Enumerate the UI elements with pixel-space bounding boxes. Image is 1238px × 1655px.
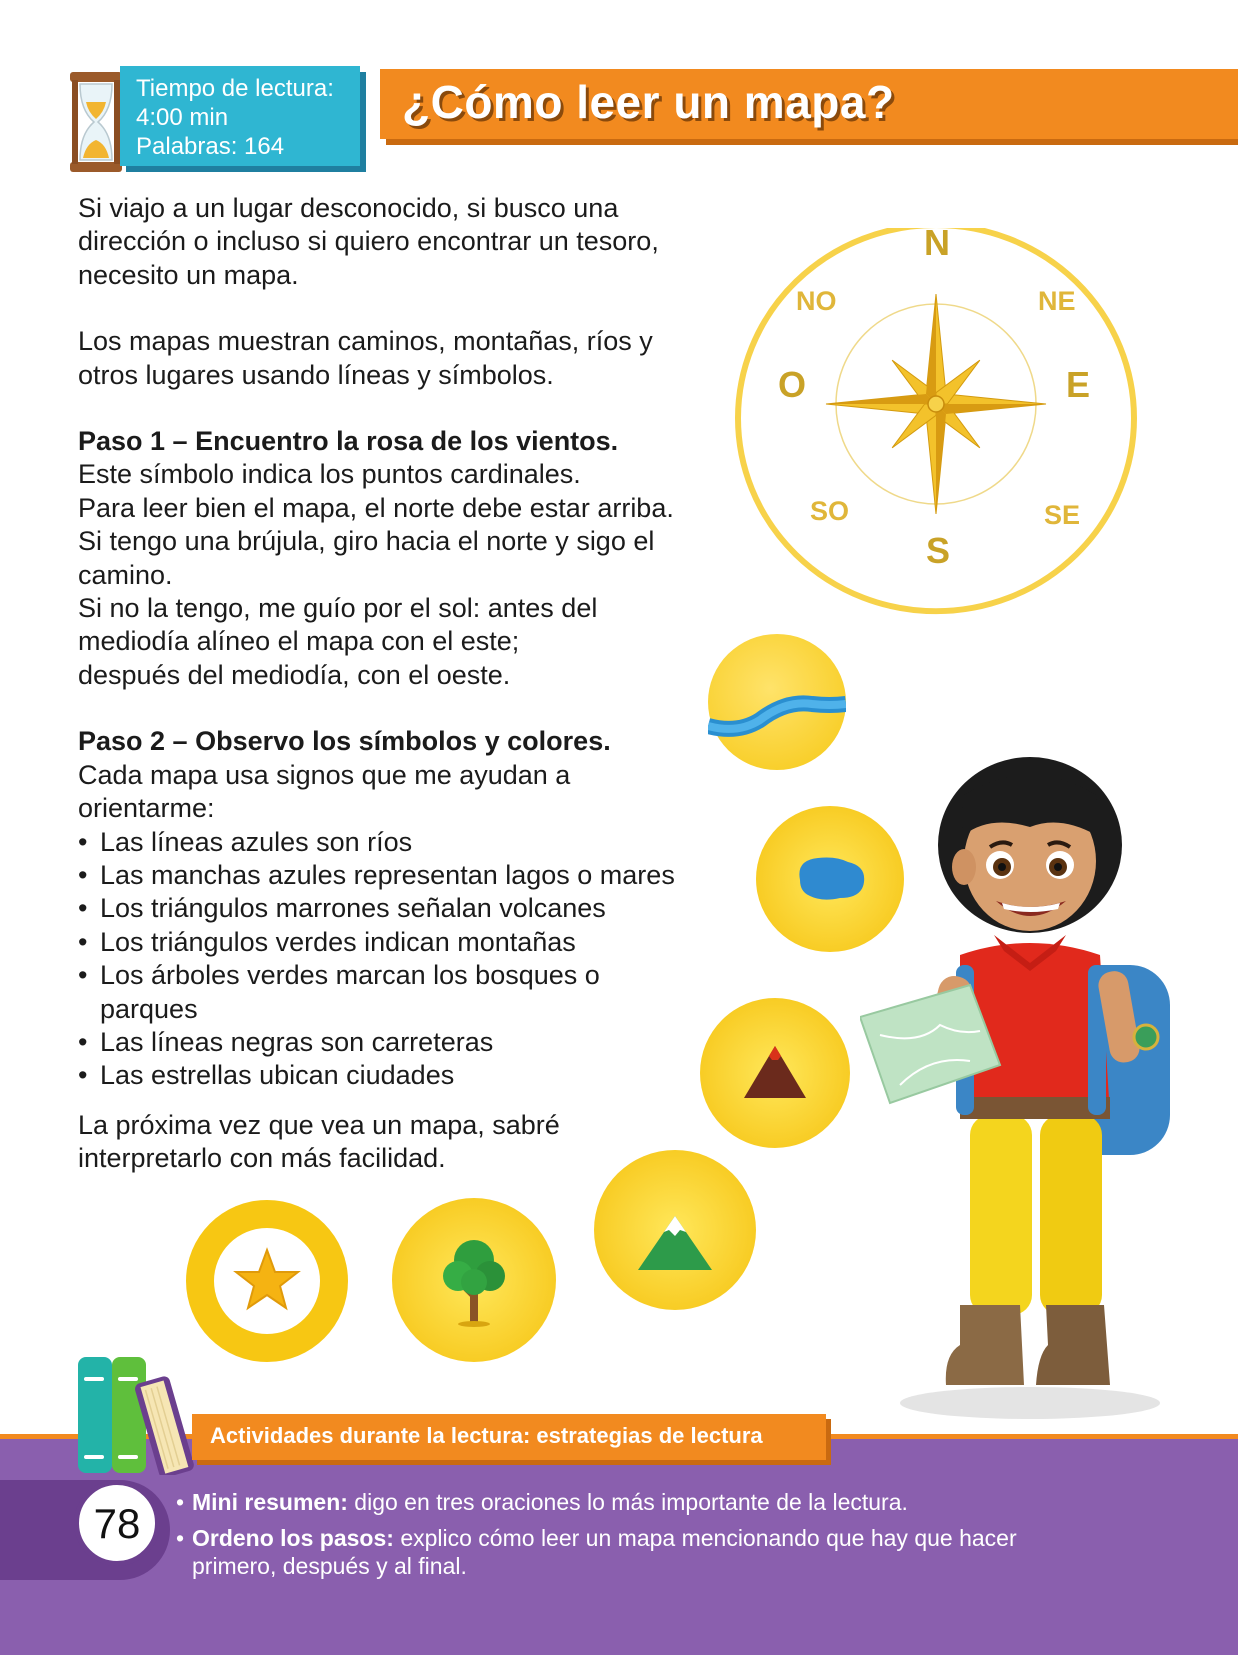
activity-text: explico cómo leer un mapa mencionando que hay que hacer primero, después y al final. bbox=[192, 1525, 1017, 1579]
step1-line: Si no la tengo, me guío por el sol: antes del mediodía alíneo el mapa con el este; bbox=[78, 593, 598, 657]
title-bar bbox=[380, 69, 1238, 139]
list-item: • Los árboles verdes marcan los bosques o parques bbox=[78, 959, 670, 1026]
word-count: Palabras: 164 bbox=[136, 133, 285, 160]
list-item: • Las líneas negras son carreteras bbox=[78, 1026, 758, 1059]
page-title: ¿Cómo leer un mapa? bbox=[402, 76, 895, 128]
list-item: • Los triángulos marrones señalan volcanes bbox=[78, 892, 758, 925]
step1-line: Si tengo una brújula, giro hacia el norte y sigo el camino. bbox=[78, 526, 655, 590]
list-item: • Las manchas azules representan lagos o mares bbox=[78, 859, 758, 892]
maps-paragraph: Los mapas muestran caminos, montañas, ríos y otros lugares usando líneas y símbolos. bbox=[78, 326, 653, 390]
step1-line: Este símbolo indica los puntos cardinales. bbox=[78, 459, 581, 490]
list-item: • Las estrellas ubican ciudades bbox=[78, 1059, 758, 1092]
volcano-symbol-icon bbox=[700, 998, 850, 1148]
books-icon bbox=[78, 1355, 198, 1475]
activity-text: digo en tres oraciones lo más importante de la lectura. bbox=[347, 1489, 908, 1515]
river-symbol-icon bbox=[708, 634, 846, 770]
hourglass-icon bbox=[68, 72, 124, 172]
symbols-list bbox=[78, 826, 758, 1093]
list-item: • Las líneas azules son ríos bbox=[78, 826, 758, 859]
compass-label-south: S bbox=[926, 530, 951, 571]
compass-rose-icon bbox=[732, 222, 1140, 618]
step2-intro: Cada mapa usa signos que me ayudan a orientarme: bbox=[78, 759, 571, 824]
activities-title-bar bbox=[192, 1414, 826, 1460]
step1-line: después del mediodía, con el oeste. bbox=[78, 659, 511, 690]
star-symbol-icon bbox=[186, 1200, 348, 1362]
activity-label: Ordeno los pasos: bbox=[192, 1525, 394, 1551]
closing-paragraph: La próxima vez que vea un mapa, sabré interpretarlo con más facilidad. bbox=[78, 1109, 560, 1174]
tree-symbol-icon bbox=[392, 1198, 556, 1362]
activities-title: Actividades durante la lectura: estrategias de lectura bbox=[210, 1423, 763, 1448]
activity-label: Mini resumen: bbox=[192, 1489, 348, 1515]
reading-time-label: Tiempo de lectura: bbox=[136, 75, 334, 102]
compass-label-southwest: SO bbox=[810, 496, 850, 526]
compass-label-north: N bbox=[924, 222, 950, 263]
step1-line: Para leer bien el mapa, el norte debe estar arriba. bbox=[78, 492, 674, 523]
compass-label-east: E bbox=[1066, 364, 1091, 405]
mountain-symbol-icon bbox=[594, 1150, 756, 1310]
reading-time-value: 4:00 min bbox=[136, 104, 229, 131]
reading-info-box bbox=[120, 66, 360, 166]
compass-label-northeast: NE bbox=[1038, 286, 1076, 316]
compass-label-west: O bbox=[778, 364, 807, 405]
list-item: • Los triángulos verdes indican montañas bbox=[78, 926, 758, 959]
compass-label-northwest: NO bbox=[796, 286, 837, 316]
step2-title: Paso 2 – Observo los símbolos y colores. bbox=[78, 726, 611, 757]
reading-text bbox=[78, 192, 758, 1176]
intro-paragraph: Si viajo a un lugar desconocido, si busco una dirección o incluso si quiero encontrar un tesoro, necesito un mapa. bbox=[78, 193, 659, 290]
step1-title: Paso 1 – Encuentro la rosa de los vientos. bbox=[78, 426, 619, 457]
activities-list bbox=[176, 1488, 1076, 1588]
list-item bbox=[176, 1488, 1076, 1516]
boy-explorer-illustration bbox=[860, 735, 1190, 1425]
page-number: 78 bbox=[74, 1480, 160, 1566]
compass-label-southeast: SE bbox=[1044, 500, 1081, 530]
list-item bbox=[176, 1524, 1072, 1580]
